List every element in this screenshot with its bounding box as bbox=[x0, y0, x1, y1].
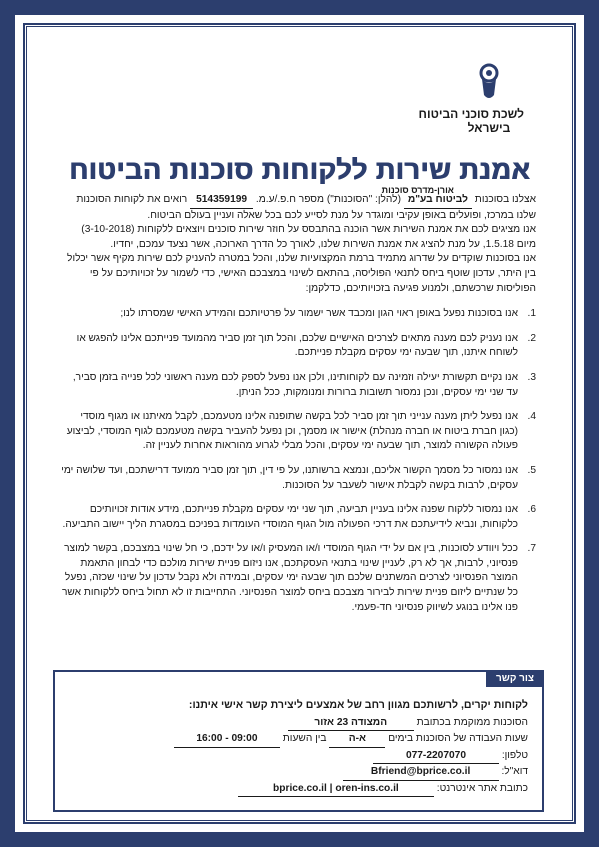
item-text: אנו נמסור כל מסמך הקשור אליכם, ונמצא ברשותנו, על פי דין, תוך זמן סביר ממועד דרישתכם, ועד שלושה ימי עסקים, לרבות בקשה לקבלת אישור לשעבר על הסוכנות. bbox=[61, 464, 518, 491]
phone-label: טלפון: bbox=[501, 749, 528, 761]
item-text: אנו נקיים תקשורת יעילה וזמינה עם לקוחותינו, ולכן אנו נפעל לספק לכם מענה ראשוני לכל פנייה בזמן סביר, עד שני ימי עסקים, ונכן נמסור תשובות ברורות ומנומקות, ככל הניתן. bbox=[72, 371, 518, 398]
address-label: הסוכנות ממוקמת בכתובת bbox=[416, 716, 528, 728]
intro-paragraph-2: אנו מציגים לכם את אמנת השירות אשר הוכנה בהתבסס על חוזר שירות סוכנים ויוצאים ללקוחות (3-10-2018) מיום 1.5.18, על מנת להציג את אמנת השירות שלנו, לאורך כל הדרך הארוכה, אשר נצעד עמכם, יחדיו. bbox=[81, 224, 536, 250]
company-id-field: 514359199 bbox=[190, 193, 253, 209]
item-number: 3. bbox=[527, 371, 536, 383]
list-item bbox=[60, 410, 536, 454]
contact-details bbox=[69, 698, 528, 797]
email-label: דוא"ל: bbox=[501, 766, 528, 777]
email-value[interactable]: Bfriend@bprice.co.il bbox=[343, 764, 499, 781]
logo-emblem-icon bbox=[474, 61, 504, 103]
item-text: אנו נעניק לכם מענה מתאים לצרכים האישיים שלכם, והכל תוך זמן סביר מהמועד פנייתכם אלינו להפגש או לשוחח איתנו, תוך שבעה ימי עסקים מקבלת פנייתכם. bbox=[76, 332, 518, 359]
website-value[interactable]: bprice.co.il | oren-ins.co.il bbox=[238, 781, 434, 798]
intro-paragraph bbox=[60, 185, 536, 223]
hours-row bbox=[69, 731, 528, 748]
agency-name-value: לביטוח בע"מ bbox=[407, 194, 468, 205]
intro-paragraph-3: אנו בסוכנות שוקדים על שדרוג מתמיד ברמת המקצועיות שלנו, והכל במטרה להעניק לכם שירות מקיף אשר יכלול בין היתר, עדכון שוטף ביחס לתנאי הפוליסה, בהתאם לשינוי במצבכם האישי, כדי לשמור על זכויותיכם על פי הפוליסות שרכשתם, ולמנוע פגיעה בזכויותיכם, כדלקמן: bbox=[67, 253, 536, 294]
list-item bbox=[60, 371, 536, 400]
agency-name-above: אורן-מדרס סוכנות bbox=[381, 185, 454, 195]
item-number: 6. bbox=[527, 504, 536, 516]
item-number: 2. bbox=[527, 332, 536, 344]
item-text: אנו נפעל ליתן מענה ענייני תוך זמן סביר לכל בקשה שתופנה אלינו מטעמכם, לקבל מאיתנו או מגוף מוסדי (כגון חברת ביטוח או חברה מנהלת) אישור או מסמך, וכן נפעל להעביר בקשה מטעמכם לגוף המוסדי, לביצוע פעולה הקשורה למוצר, תוך שבעה ימי עסקים, והכל מבלי לגרוע מהוראות אחרות לעניין זה. bbox=[66, 411, 518, 452]
commitments-list bbox=[60, 307, 536, 615]
contact-box bbox=[53, 670, 544, 812]
item-number: 1. bbox=[527, 308, 536, 320]
list-item bbox=[60, 503, 536, 532]
contact-tab-label: צור קשר bbox=[486, 670, 544, 687]
item-text: אנו בסוכנות נפעל באופן ראוי הגון ומכבד אשר ישמור על פרטיותכם והמידע האישי שמסרתו לנו; bbox=[120, 308, 518, 320]
logo-line2: בישראל bbox=[467, 121, 511, 135]
item-number: 5. bbox=[527, 464, 536, 476]
between-label: בין השעות bbox=[282, 733, 327, 744]
item-text: ככל ויוודע לסוכנות, בין אם על ידי הגוף המוסדי ו/או המעסיק ו/או על ידכם, כי חל שינוי במצבכם, בקשר למוצר פנסיוני, לרבות, אך לא רק, לעניין שינוי בתנאי העסקתכם, אנו ניזום פניית שירות מולכם כדי לבחון התאמת המוצר הפנסיוני לצרכים המשתנים שלכם תוך שבעה ימי עסקים, ובמידה ולא נקבל עדכון על שינוי שכזה, נפעל כל שנתיים ליזום פניית שירות לבירור מצבכם ביחס למוצר הפנסיוני. התחייבות זו לא תחול ביחס ללקוחות אשר פנו אלינו בנוגע לשיווק פנסיוני חד-פעמי. bbox=[61, 543, 518, 613]
document-page bbox=[15, 15, 584, 832]
phone-row bbox=[69, 748, 528, 765]
charter-body bbox=[60, 185, 536, 625]
website-row bbox=[69, 781, 528, 798]
intro-text-2: (להלן: "הסוכנות") מספר ח.פ./ע.מ. bbox=[255, 194, 401, 205]
list-item bbox=[60, 464, 536, 493]
intro-text-1: אצלנו בסוכנות bbox=[474, 194, 536, 205]
item-text: אנו נמסור ללקוח שפנה אלינו בעניין תביעה, תוך שני ימי עסקים מקבלת פנייתכם, מידע אודות זכויותיכם כלקוחות, ונביא לידיעתכם את דרכי הפעולה מול הגוף המוסדי העומדות בפניכם במסגרת הליך יישוב התביעה. bbox=[62, 504, 518, 530]
address-row bbox=[69, 715, 528, 732]
logo-line1: לשכת סוכני הביטוח bbox=[418, 107, 524, 121]
list-item bbox=[60, 332, 536, 361]
email-row bbox=[69, 764, 528, 781]
days-value: א-ה bbox=[329, 731, 385, 748]
contact-heading: לקוחות יקרים, לרשותכם מגוון רחב של אמצעים ליצירת קשר אישי איתנו: bbox=[188, 699, 528, 711]
page-title: אמנת שירות ללקוחות סוכנות הביטוח bbox=[68, 155, 530, 185]
hours-label: שעות העבודה של הסוכנות בימים bbox=[388, 733, 528, 744]
list-item bbox=[60, 542, 536, 615]
agency-name-field bbox=[381, 185, 472, 209]
hours-value: 09:00 - 16:00 bbox=[174, 731, 280, 748]
association-logo bbox=[418, 61, 524, 135]
intro-text-3: רואים את לקוחות הסוכנות שלנו במרכז, ופועלים באופן עקיבי ומוגדר על מנת לסייע לכם בכל שאלה ועניין בעולם הביטוח. bbox=[76, 194, 536, 221]
list-item bbox=[60, 307, 536, 322]
phone-value[interactable]: 077-2207070 bbox=[373, 748, 499, 765]
item-number: 7. bbox=[527, 543, 536, 555]
website-label: כתובת אתר אינטרנט: bbox=[436, 782, 528, 794]
item-number: 4. bbox=[527, 411, 536, 423]
address-value: המצודה 23 אזור bbox=[288, 715, 414, 732]
